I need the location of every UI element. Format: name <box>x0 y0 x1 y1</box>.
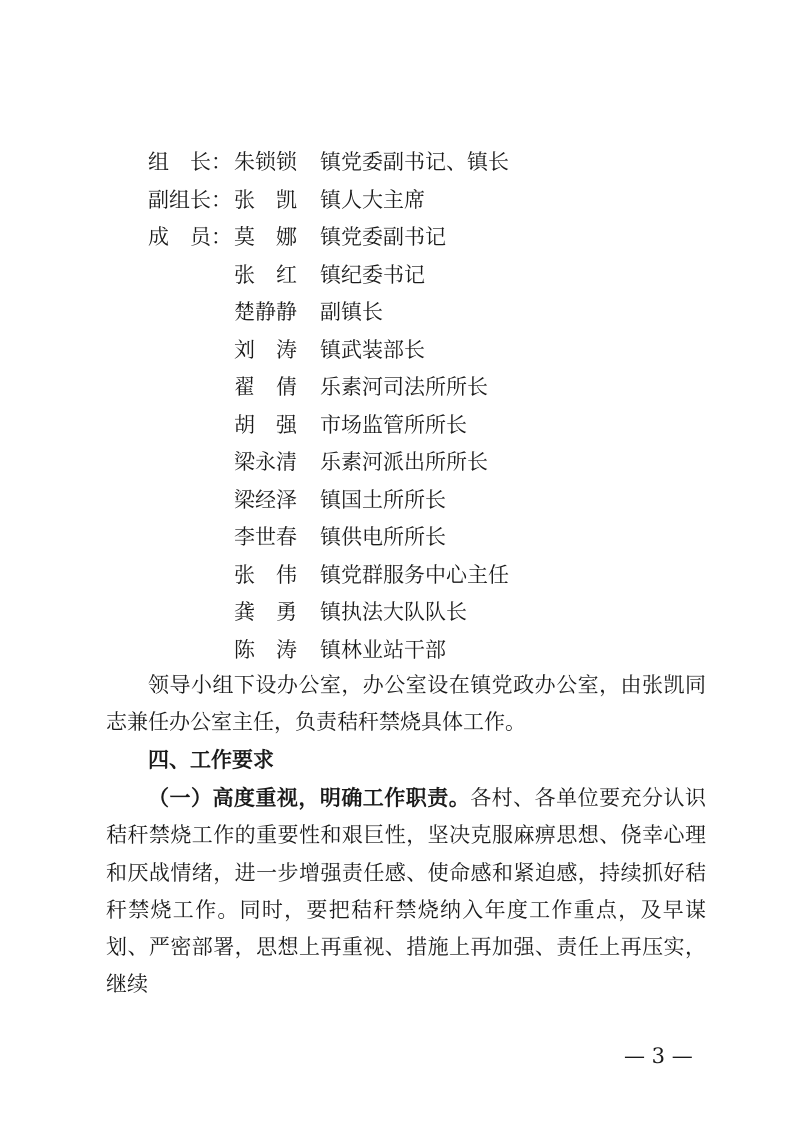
member-title: 镇纪委书记 <box>320 262 425 287</box>
member-title: 乐素河派出所所长 <box>320 450 488 474</box>
member-title: 副镇长 <box>320 300 383 324</box>
member-role: 成 员： <box>148 225 232 249</box>
member-title: 镇武装部长 <box>320 337 425 362</box>
requirement-title: （一）高度重视，明确工作职责。 <box>148 785 471 810</box>
office-paragraph: 领导小组下设办公室，办公室设在镇党政办公室，由张凯同志兼任办公室主任，负责秸秆禁烧具体工作。 <box>106 673 706 735</box>
section-heading: 四、工作要求 <box>148 748 274 772</box>
member-title: 镇供电所所长 <box>320 525 446 549</box>
member-name: 李世春 <box>234 525 297 549</box>
member-name: 陈 涛 <box>234 637 297 662</box>
member-name: 张 凯 <box>234 187 297 212</box>
member-title: 镇党群服务中心主任 <box>320 562 509 587</box>
member-role: 组 长： <box>148 150 232 174</box>
member-name: 楚静静 <box>234 300 297 324</box>
member-title: 乐素河司法所所长 <box>320 375 488 399</box>
member-role: 副组长： <box>148 187 232 212</box>
member-name: 胡 强 <box>234 412 297 437</box>
member-name: 莫 娜 <box>234 225 297 249</box>
member-title: 镇党委副书记 <box>320 225 446 249</box>
member-name: 梁经泽 <box>234 487 297 512</box>
member-name: 刘 涛 <box>234 337 297 362</box>
requirement-paragraph <box>106 779 706 1004</box>
member-title: 镇林业站干部 <box>320 637 446 662</box>
member-name: 翟 倩 <box>234 375 297 399</box>
member-name: 梁永清 <box>234 450 297 474</box>
member-name: 朱锁锁 <box>234 150 297 174</box>
requirement-body: 各村、各单位要充分认识秸秆禁烧工作的重要性和艰巨性，坚决克服麻痹思想、侥幸心理和厌战情绪，进一步增强责任感、使命感和紧迫感，持续抓好秸秆禁烧工作。同时，要把秸秆禁烧纳入年度工作重点，及早谋划、严密部署，思想上再重视、措施上再加强、责任上再压实，继续 <box>106 786 707 997</box>
member-name: 张 伟 <box>234 562 297 587</box>
member-title: 市场监管所所长 <box>320 412 467 437</box>
member-title: 镇国土所所长 <box>320 487 446 512</box>
member-title: 镇执法大队队长 <box>320 600 467 624</box>
member-title: 镇人大主席 <box>320 187 425 212</box>
member-name: 龚 勇 <box>234 600 297 624</box>
member-title: 镇党委副书记、镇长 <box>320 150 509 174</box>
member-name: 张 红 <box>234 262 297 287</box>
page-number: — 3 — <box>624 1044 693 1068</box>
